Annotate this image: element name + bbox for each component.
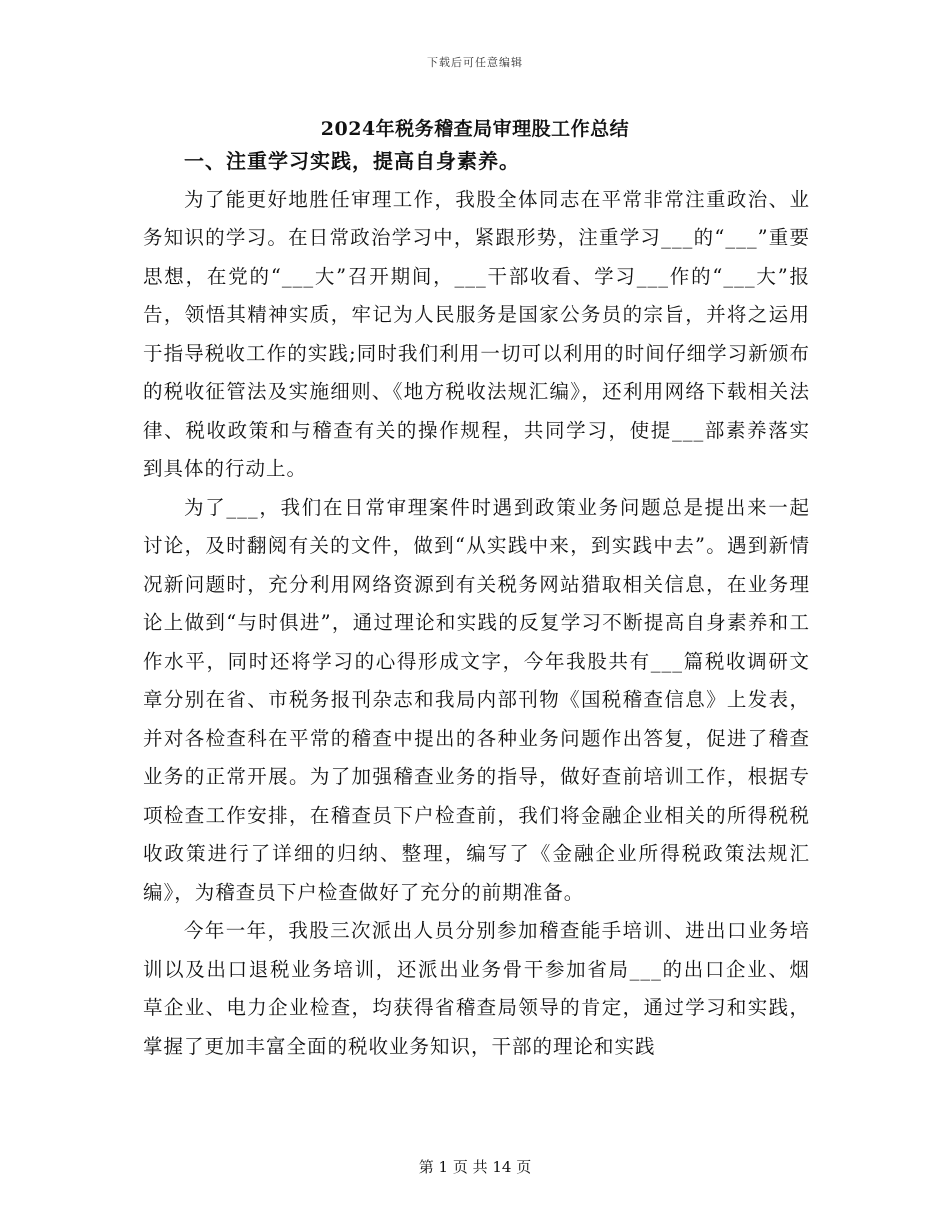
- paragraph-1: 为了能更好地胜任审理工作，我股全体同志在平常非常注重政治、业务知识的学习。在日常政治学习中，紧跟形势，注重学习___的“___”重要思想，在党的“___大”召开期间，___干部收看、学习___作的“___大”报告，领悟其精神实质，牢记为人民服务是国家公务员的宗旨，并将之运用于指导税收工作的实践;同时我们利用一切可以利用的时间仔细学习新颁布的税收征管法及实施细则、《地方税收法规汇编》，还利用网络下载相关法律、税收政策和与稽查有关的操作规程，共同学习，使提___部素养落实到具体的行动上。: [143, 187, 810, 480]
- document-title: 2024年税务稽查局审理股工作总结: [320, 118, 630, 140]
- page-header-note: 下载后可任意编辑: [427, 56, 523, 69]
- page-number: 第 1 页 共 14 页: [418, 1158, 532, 1176]
- document-body: [143, 142, 810, 1066]
- paragraph-3: 今年一年，我股三次派出人员分别参加稽查能手培训、进出口业务培训以及出口退税业务培训，还派出业务骨干参加省局___的出口企业、烟草企业、电力企业检查，均获得省稽查局领导的肯定，通过学习和实践，掌握了更加丰富全面的税收业务知识，干部的理论和实践: [143, 919, 810, 1058]
- paragraph-2: 为了___，我们在日常审理案件时遇到政策业务问题总是提出来一起讨论，及时翻阅有关的文件，做到“从实践中来，到实践中去”。遇到新情况新问题时，充分利用网络资源到有关税务网站猎取相关信息，在业务理论上做到“与时俱进”，通过理论和实践的反复学习不断提高自身素养和工作水平，同时还将学习的心得形成文字，今年我股共有___篇税收调研文章分别在省、市税务报刊杂志和我局内部刊物《国税稽查信息》上发表，并对各检查科在平常的稽查中提出的各种业务问题作出答复，促进了稽查业务的正常开展。为了加强稽查业务的指导，做好查前培训工作，根据专项检查工作安排，在稽查员下户检查前，我们将金融企业相关的所得税税收政策进行了详细的归纳、整理，编写了《金融企业所得税政策法规汇编》，为稽查员下户检查做好了充分的前期准备。: [143, 495, 810, 904]
- section-heading: 一、注重学习实践，提高自身素养。: [184, 149, 520, 173]
